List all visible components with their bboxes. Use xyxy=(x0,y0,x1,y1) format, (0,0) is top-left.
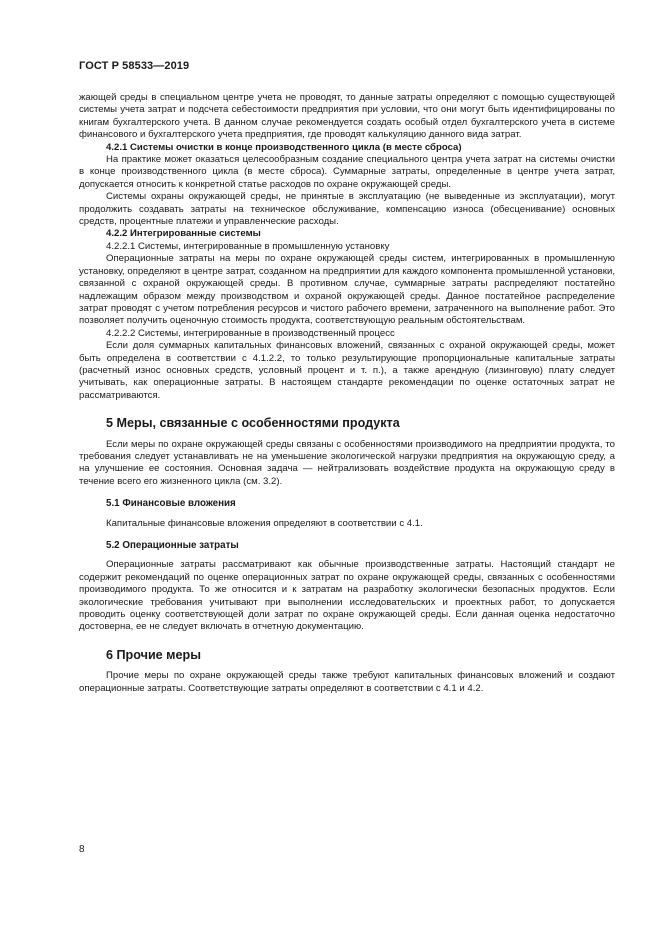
section-heading-5-2: 5.2 Операционные затраты xyxy=(106,540,239,551)
section-heading-5-1: 5.1 Финансовые вложения xyxy=(106,498,236,510)
paragraph: Операционные затраты на меры по охране окружающей среды систем, интегрированных в промышленную установку, определяют в центре затрат, созданном на предприятии для каждого компонента промышленной установки, связанной с охраной окружающей среды. В противном случае, суммарные затраты распределяют постатейно надлежащим образом между производством и охраной окружающей среды. Данное постатейное распределение затрат проводят с учетом потребления ресурсов и чистого рабочего времени, затраченного на выполнение работ. Это позволяет получить оценочную стоимость продукта, соответствующую реальным обстоятельствам. xyxy=(79,253,615,327)
paragraph: Системы охраны окружающей среды, не принятые в эксплуатацию (не выведенные из эксплуатации), могут продолжить создавать затраты на техническое обслуживание, компенсацию износа (обесценивание) основных средств, процентные платежи и управленческие расходы. xyxy=(79,191,615,228)
paragraph: Операционные затраты рассматривают как обычные производственные затраты. Настоящий стандарт не содержит рекомендаций по оценке операционных затрат по охране окружающей среды, связанных с особенностями производимого продукта. То же относится и к затратам на разработку экологически безопасных продуктов. Если экологические требования учитывают при выполнении исследовательских и проектных работ, то допускается проводить оценку соответствующей доли затрат по охране окружающей среды. Если данная оценка недостаточно достоверна, ее не следует включать в отчетную документацию. xyxy=(79,559,615,633)
subsection-heading-4-2-1: 4.2.1 Системы очистки в конце производственного цикла (в месте сброса) xyxy=(106,141,462,153)
paragraph: На практике может оказаться целесообразным создание специального центра учета затрат на системы очистки в конце производственного цикла (в месте сброса). Суммарные затраты, определенные в центре учета затрат, допускается относить к конкретной статье расходов по охране окружающей среды. xyxy=(79,154,615,190)
paragraph: Прочие меры по охране окружающей среды также требуют капитальных финансовых вложений и создают операционные затраты. Соответствующие затраты определяют в соответствии с 4.1 и 4.2. xyxy=(79,670,615,694)
section-heading-6: 6 Прочие меры xyxy=(106,647,201,662)
paragraph: Капитальные финансовые вложения определяют в соответствии с 4.1. xyxy=(106,517,423,529)
page-number: 8 xyxy=(79,844,85,855)
section-heading-5: 5 Меры, связанные с особенностями продукта xyxy=(106,416,400,431)
paragraph: Если доля суммарных капитальных финансовых вложений, связанных с охраной окружающей среды, может быть определена в соответствии с 4.1.2.2, то только результирующие пропорциональные капитальные затраты (расчетный износ основных средств, условный процент и т. п.), а также арендную (лизинговую) плату следует учитывать, как операционные затраты. В настоящем стандарте рекомендации по оценке остаточных затрат не рассматриваются. xyxy=(79,340,615,401)
standard-header: ГОСТ Р 58533—2019 xyxy=(79,60,190,72)
paragraph: жающей среды в специальном центре учета не проводят, то данные затраты определяют с помощью существующей системы учета затрат и подсчета себестоимости предприятия при условии, что они могут быть идентифицированы по книгам бухгалтерского учета. В данном случае рекомендуется создать особый отдел бухгалтерского учета в системе финансового и бухгалтерского учета предприятия, где проводят калькуляцию данного вида затрат. xyxy=(79,92,615,141)
document-body xyxy=(79,92,615,695)
paragraph: Если меры по охране окружающей среды связаны с особенностями производимого на предприятии продукта, то требования следует устанавливать не на уменьшение экологической нагрузки предприятия на окружающую среду, а на улучшение ее состояния. Основная задача — нейтрализовать воздействие продукта на окружающую среду в течение всего его жизненного цикла (см. 3.2). xyxy=(79,438,615,487)
subsection-heading-4-2-2-2: 4.2.2.2 Системы, интегрированные в производственный процесс xyxy=(106,327,395,339)
subsection-heading-4-2-2: 4.2.2 Интегрированные системы xyxy=(106,228,261,240)
subsection-heading-4-2-2-1: 4.2.2.1 Системы, интегрированные в промышленную установку xyxy=(106,240,390,252)
